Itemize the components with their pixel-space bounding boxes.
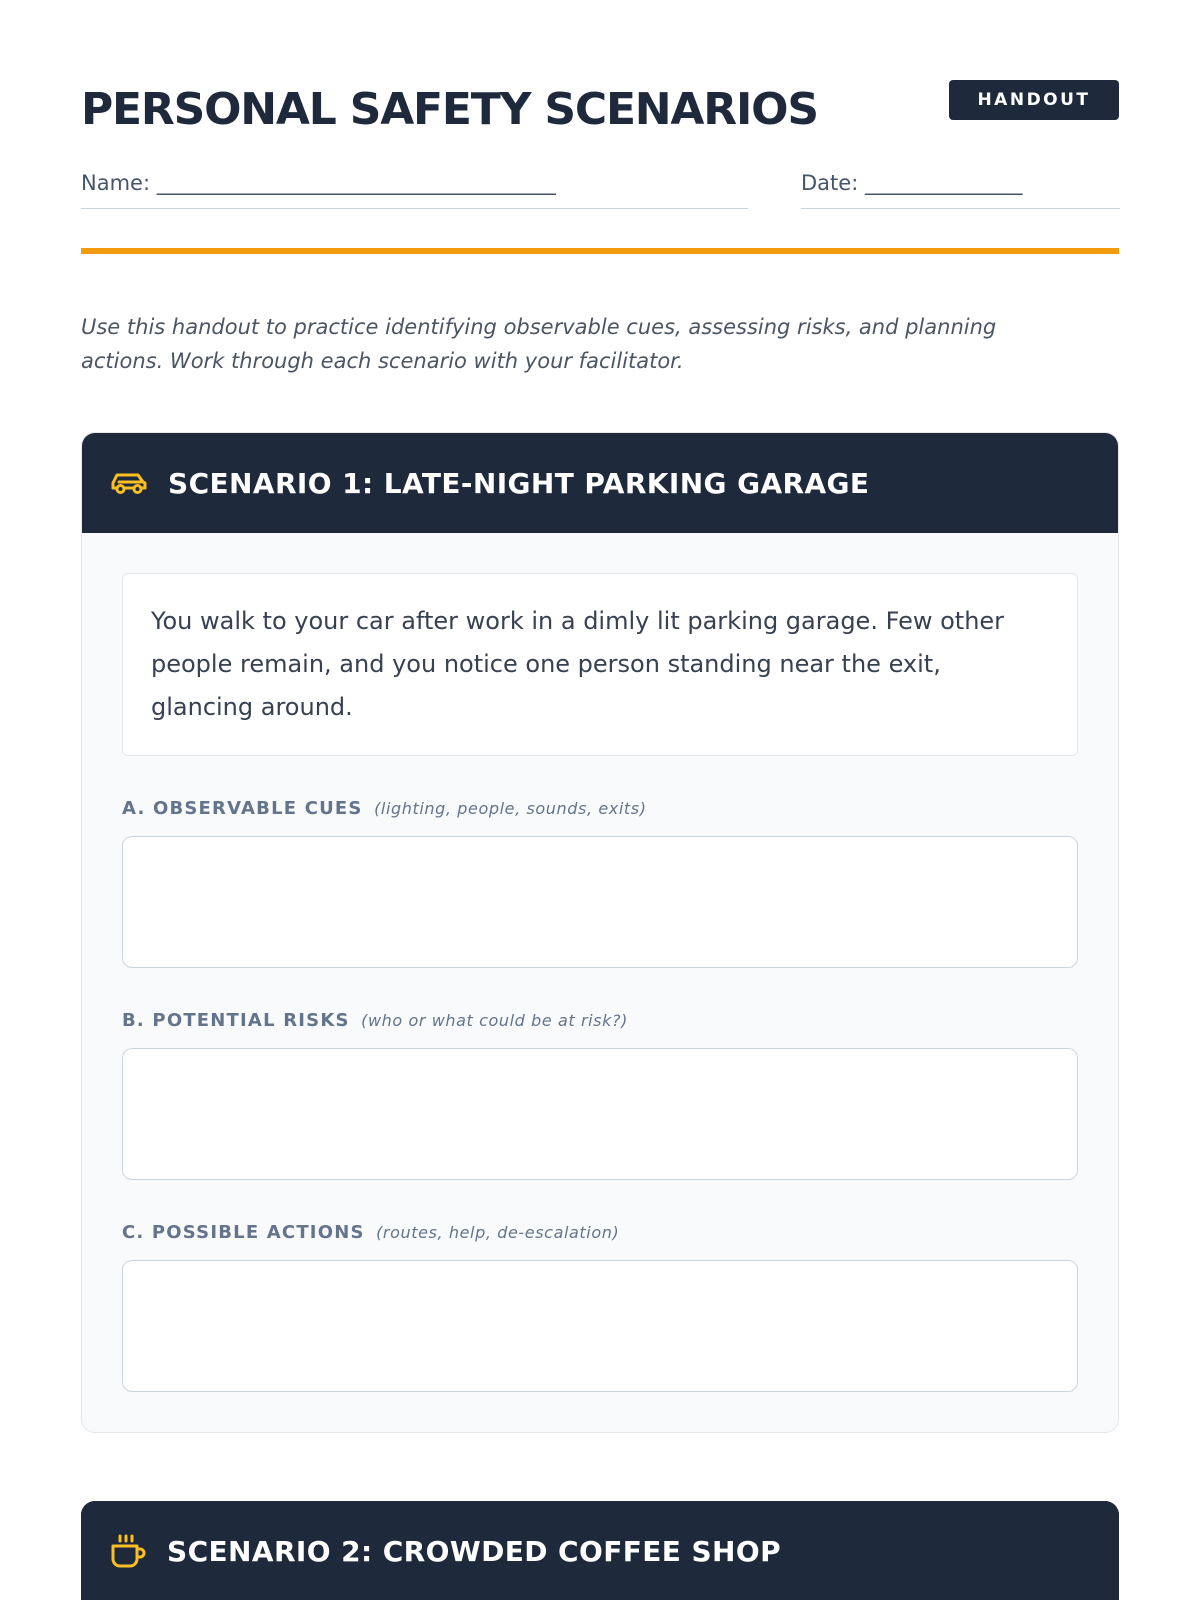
question-hint: (who or what could be at risk?) — [361, 1011, 628, 1030]
scenario-body — [82, 533, 1118, 1432]
name-field[interactable]: Name: ______________________________________ — [81, 165, 748, 209]
handout-badge: HANDOUT — [949, 80, 1119, 120]
coffee-cup-icon — [109, 1532, 147, 1570]
intro-text: Use this handout to practice identifying observable cues, assessing risks, and planning actions. Work through each scenario with your facilitator. — [81, 315, 997, 373]
date-field[interactable]: Date: _______________ — [801, 165, 1120, 209]
scenario-heading: SCENARIO 1: LATE-NIGHT PARKING GARAGE — [168, 466, 870, 500]
scenario-heading: SCENARIO 2: CROWDED COFFEE SHOP — [167, 1534, 781, 1568]
question-title: A. OBSERVABLE CUES — [122, 798, 363, 819]
scenario-header — [81, 1501, 1119, 1600]
scenario-description: You walk to your car after work in a dimly lit parking garage. Few other people remain, and you notice one person standing near the exit, glancing around. — [122, 573, 1078, 756]
student-fields — [81, 165, 1119, 209]
handout-header — [81, 0, 1119, 260]
question-label-risks — [122, 1008, 1078, 1034]
scenario-header — [82, 433, 1118, 533]
question-label-actions — [122, 1220, 1078, 1246]
answer-box-cues[interactable] — [122, 836, 1078, 968]
scenario-card-2 — [81, 1501, 1119, 1600]
question-title: C. POSSIBLE ACTIONS — [122, 1222, 365, 1243]
question-hint: (routes, help, de-escalation) — [376, 1223, 620, 1242]
question-label-cues — [122, 796, 1078, 822]
answer-box-actions[interactable] — [122, 1260, 1078, 1392]
car-icon — [110, 464, 148, 502]
accent-divider — [81, 248, 1119, 254]
page-title: PERSONAL SAFETY SCENARIOS — [81, 84, 818, 135]
question-hint: (lighting, people, sounds, exits) — [374, 799, 647, 818]
scenario-card-1 — [81, 432, 1119, 1433]
answer-box-risks[interactable] — [122, 1048, 1078, 1180]
question-title: B. POTENTIAL RISKS — [122, 1010, 350, 1031]
